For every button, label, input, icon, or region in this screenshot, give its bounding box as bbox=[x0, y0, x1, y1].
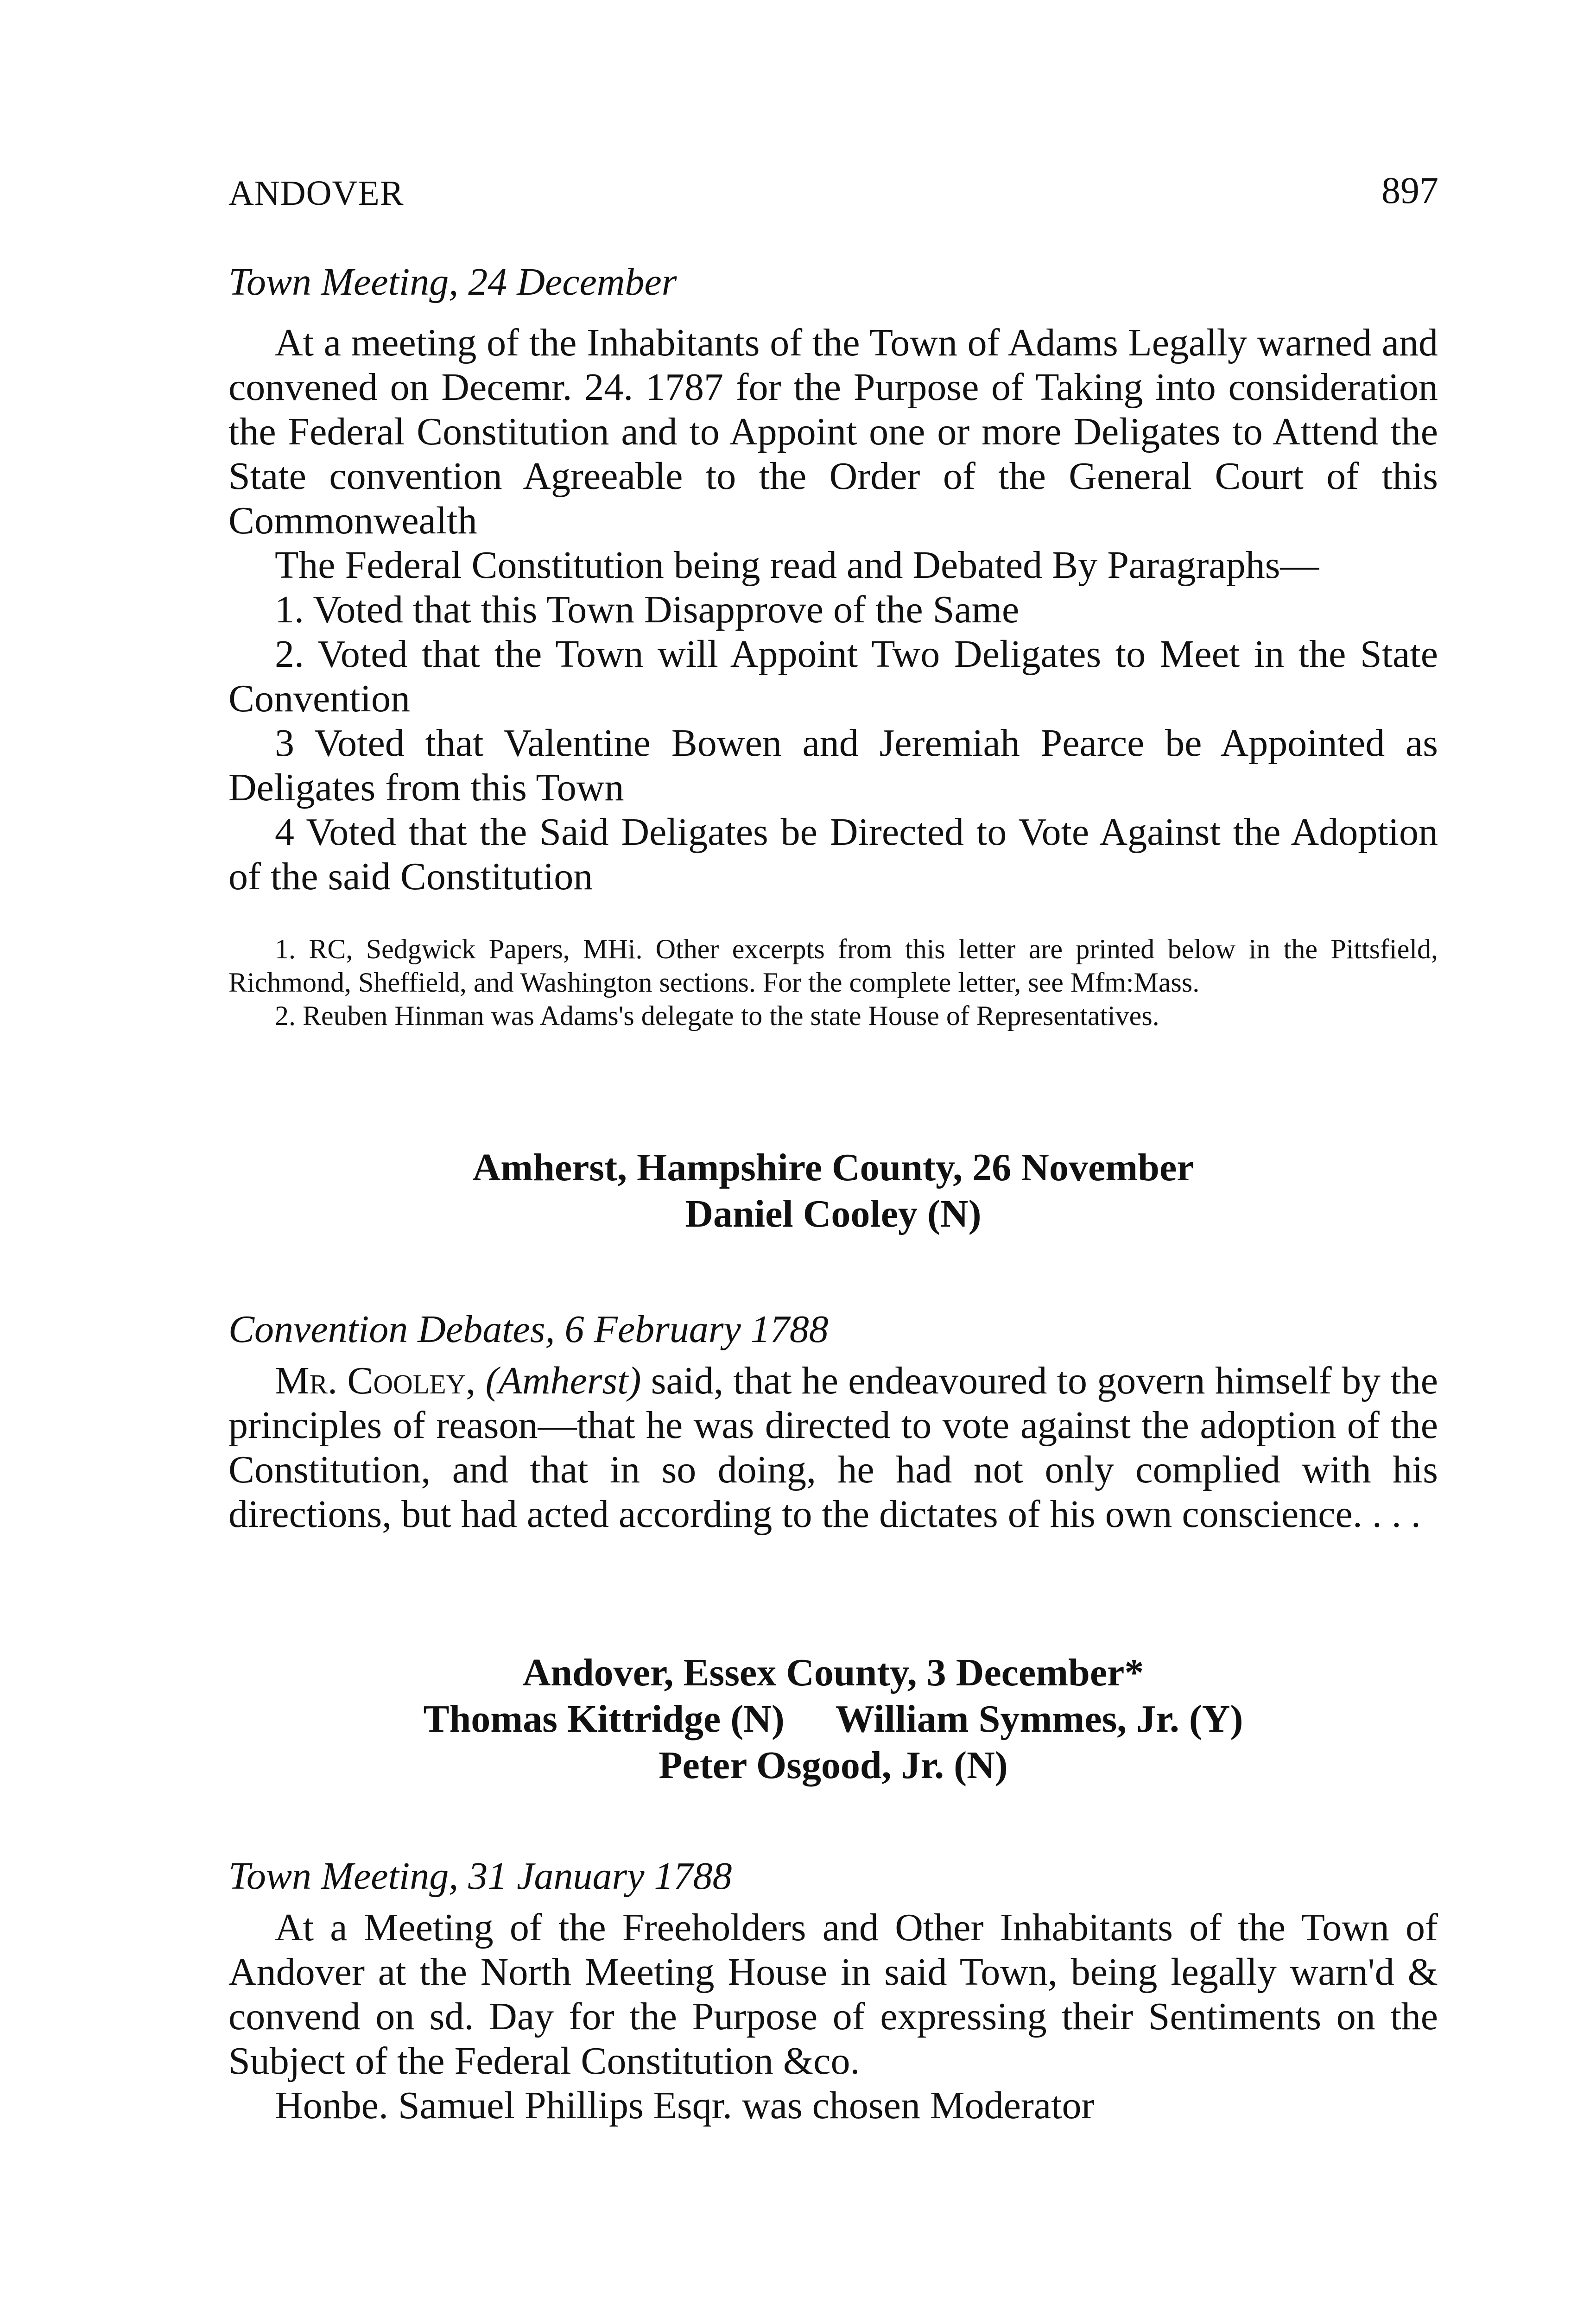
footnote: 2. Reuben Hinman was Adams's delegate to the state House of Representatives. bbox=[275, 1000, 1159, 1031]
amherst-title bbox=[228, 1145, 1438, 1237]
andover-title bbox=[228, 1650, 1438, 1789]
amherst-delegate: Daniel Cooley (N) bbox=[685, 1192, 982, 1235]
speech-text: said, that he endeavoured to govern himself by the principles of reason—that he was directed to vote against the adoption of the Constitution, and that in so doing, he had not only complied with his directions, but had acted according to the dictates of his own conscience. . . . bbox=[228, 1359, 1438, 1536]
adams-paragraph: 1. Voted that this Town Disapprove of the Same bbox=[275, 588, 1020, 631]
adams-paragraph: 2. Voted that the Town will Appoint Two Deligates to Meet in the State Convention bbox=[228, 633, 1438, 720]
footnote: 1. RC, Sedgwick Papers, MHi. Other excerpts from this letter are printed below in the Pittsfield, Richmond, Sheffield, and Washington sections. For the complete letter, see Mfm:Mass. bbox=[228, 934, 1438, 998]
andover-delegates-row bbox=[228, 1696, 1438, 1742]
speaker-place: (Amherst) bbox=[485, 1359, 641, 1402]
adams-body bbox=[228, 321, 1438, 899]
andover-subheading: Town Meeting, 31 January 1788 bbox=[228, 1855, 732, 1898]
adams-paragraph: At a meeting of the Inhabitants of the Town of Adams Legally warned and convened on Decemr. 24. 1787 for the Purpose of Taking into consideration the Federal Constitution and to Appoint one or more Deligates to Attend the State convention Agreeable to the Order of the General Court of this Commonwealth bbox=[228, 321, 1438, 542]
adams-paragraph: 4 Voted that the Said Deligates be Directed to Vote Against the Adoption of the said Constitution bbox=[228, 810, 1438, 898]
andover-delegate: Thomas Kittridge (N) bbox=[423, 1697, 785, 1741]
amherst-body bbox=[228, 1359, 1438, 1537]
adams-paragraph: 3 Voted that Valentine Bowen and Jeremiah Pearce be Appointed as Deligates from this Town bbox=[228, 722, 1438, 809]
andover-paragraph: At a Meeting of the Freeholders and Other Inhabitants of the Town of Andover at the North Meeting House in said Town, being legally warn'd & convend on sd. Day for the Purpose of expressing their Sentiments on the Subject of the Federal Constitution &co. bbox=[228, 1906, 1438, 2083]
andover-title-line1: Andover, Essex County, 3 December* bbox=[522, 1651, 1144, 1694]
adams-section-heading: Town Meeting, 24 December bbox=[228, 260, 677, 304]
amherst-paragraph bbox=[228, 1359, 1438, 1537]
andover-body bbox=[228, 1906, 1438, 2128]
speaker-name: Mr. Cooley, bbox=[275, 1359, 476, 1402]
andover-delegate: Peter Osgood, Jr. (N) bbox=[659, 1744, 1008, 1787]
andover-paragraph: Honbe. Samuel Phillips Esqr. was chosen Moderator bbox=[275, 2084, 1095, 2127]
andover-delegate: William Symmes, Jr. (Y) bbox=[835, 1697, 1243, 1741]
amherst-title-line1: Amherst, Hampshire County, 26 November bbox=[472, 1146, 1194, 1189]
amherst-subheading: Convention Debates, 6 February 1788 bbox=[228, 1308, 829, 1351]
running-head: ANDOVER bbox=[228, 174, 404, 213]
adams-paragraph: The Federal Constitution being read and Debated By Paragraphs— bbox=[275, 544, 1319, 587]
page-number: 897 bbox=[1381, 169, 1438, 211]
footnotes bbox=[228, 932, 1438, 1032]
